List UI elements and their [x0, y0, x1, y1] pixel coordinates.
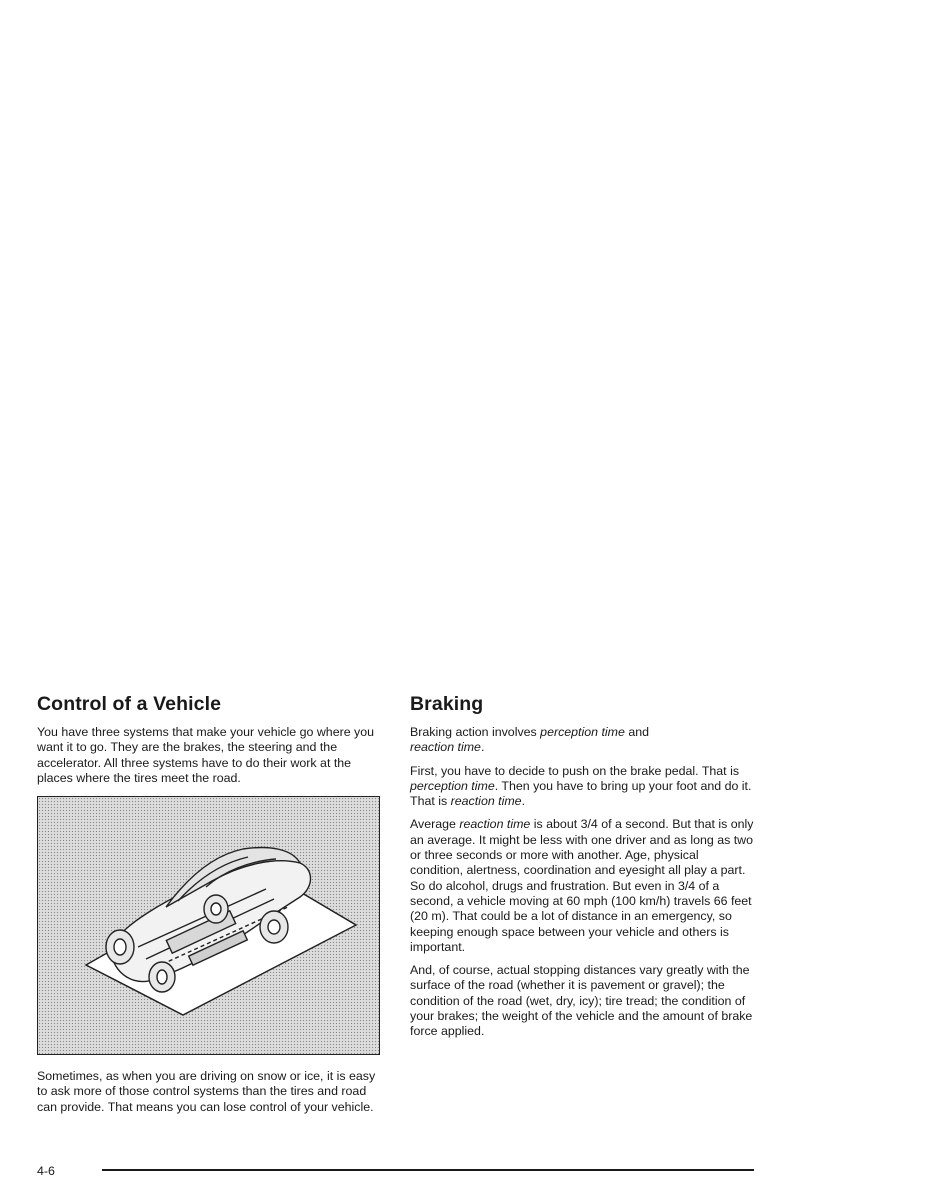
section-heading-braking: Braking [410, 693, 484, 715]
control-intro-paragraph: You have three systems that make your vehicle go where you want it to go. They are the brakes, the steering and the accelerator. All three systems have to do their work at the places where the tires meet the road. [37, 725, 375, 785]
footer-rule [102, 1169, 754, 1171]
braking-paragraph-1: Braking action involves perception time and reaction time. [410, 725, 650, 755]
page-number: 4-6 [37, 1164, 55, 1178]
braking-paragraph-2: First, you have to decide to push on the brake pedal. That is perception time. Then you have to bring up your foot and do it. That is reaction time. [410, 763, 752, 809]
section-heading-control: Control of a Vehicle [37, 693, 222, 715]
left-column [37, 692, 382, 1123]
control-followup-paragraph: Sometimes, as when you are driving on snow or ice, it is easy to ask more of those control systems than the tires and road can provide. That means you can lose control of your vehicle. [37, 1069, 376, 1114]
car-on-platform-drawing [38, 797, 380, 1055]
braking-paragraph-4: And, of course, actual stopping distances vary greatly with the surface of the road (whether it is pavement or gravel); the condition of the road (wet, dry, icy); tire tread; the condition of your brakes; the weight of the vehicle and the amount of brake force applied. [410, 963, 753, 1039]
right-column [410, 692, 755, 1048]
vehicle-underside-illustration [37, 796, 380, 1055]
braking-paragraph-3: Average reaction time is about 3/4 of a second. But that is only an average. It might be less with one driver and as long as two or three seconds or more with another. Age, physical condition, alertness, coordination and eyesight all play a part. So do alcohol, drugs and frustration. But even in 3/4 of a second, a vehicle moving at 60 mph (100 km/h) travels 66 feet (20 m). That could be a lot of distance in an emergency, so keeping enough space between your vehicle and others is important. [410, 817, 754, 954]
